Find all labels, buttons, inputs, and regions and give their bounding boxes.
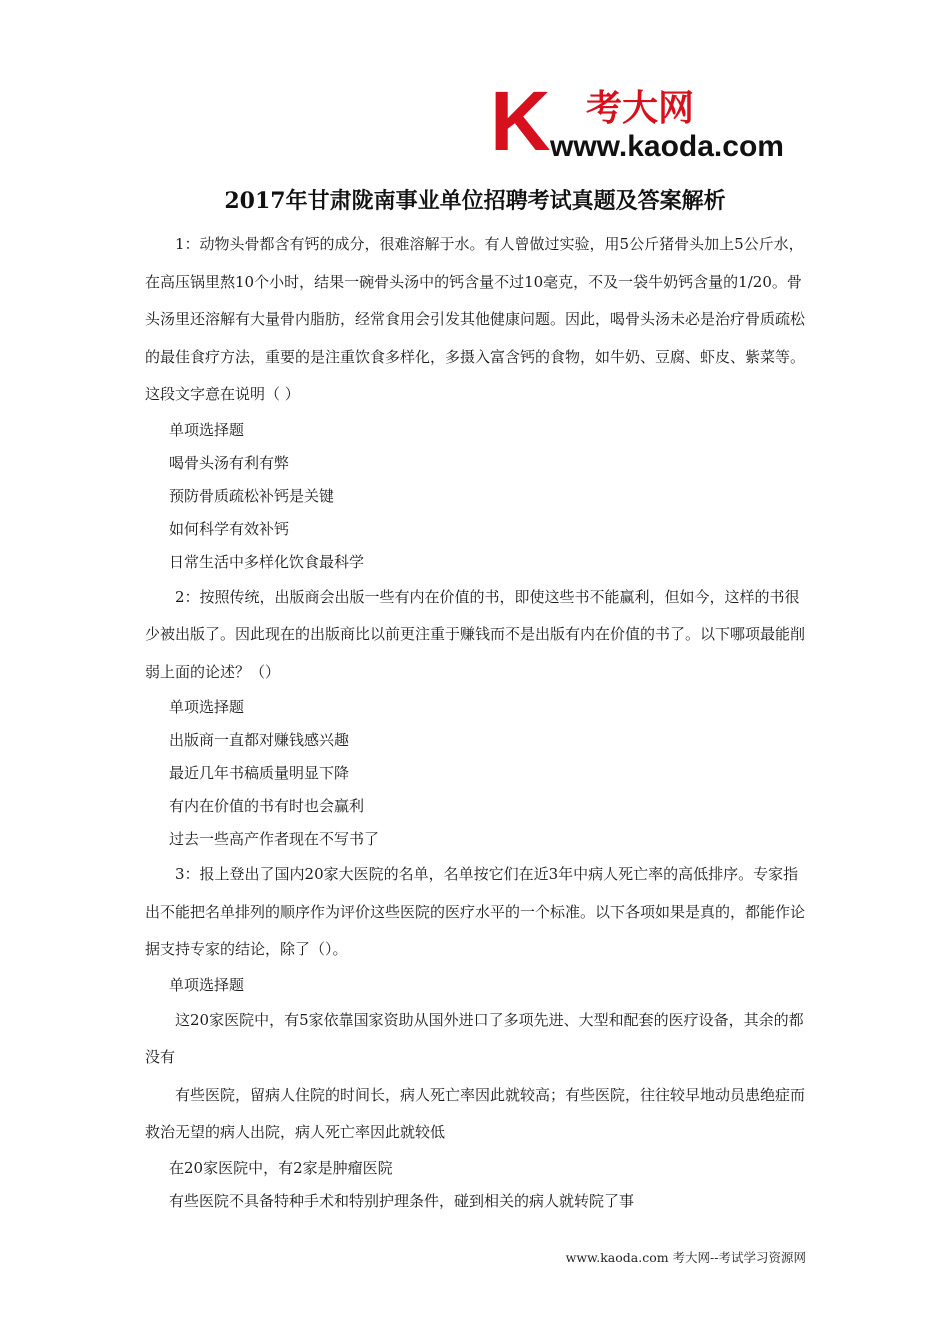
option-b: 预防骨质疏松补钙是关键	[169, 486, 335, 505]
question-2	[145, 579, 810, 857]
question-list	[145, 226, 828, 1218]
option-c: 在20家医院中，有2家是肿瘤医院	[169, 1158, 393, 1177]
logo-url: www.kaoda.com	[550, 130, 784, 160]
question-stem: 2：按照传统，出版商会出版一些有内在价值的书，即使这些书不能赢利，但如今，这样的书很少被出版了。因此现在的出版商比以前更注重于赚钱而不是出版有内在价值的书了。以下哪项最能削弱上面的论述？（）	[145, 587, 806, 681]
option-d: 日常生活中多样化饮食最科学	[169, 552, 365, 571]
option-a: 出版商一直都对赚钱感兴趣	[169, 731, 350, 749]
option-c: 如何科学有效补钙	[169, 519, 290, 538]
option-b: 最近几年书稿质量明显下降	[169, 764, 350, 782]
option-a: 喝骨头汤有利有弊	[169, 453, 290, 472]
question-type: 单项选择题	[169, 975, 245, 994]
question-stem: 1：动物头骨都含有钙的成分，很难溶解于水。有人曾做过实验，用5公斤猪骨头加上5公斤水，在高压锅里熬10个小时，结果一碗骨头汤中的钙含量不过10毫克，不及一袋牛奶钙含量的1/20。骨头汤里还溶解有大量骨内脂肪，经常食用会引发其他健康问题。因此，喝骨头汤未必是治疗骨质疏松的最佳食疗方法，重要的是注重饮食多样化，多摄入富含钙的食物，如牛奶、豆腐、虾皮、紫菜等。 这段文字意在说明（ ）	[145, 235, 828, 403]
page-title: 2017年甘肃陇南事业单位招聘考试真题及答案解析	[224, 188, 726, 214]
question-3	[145, 856, 810, 1218]
kaoda-logo	[490, 80, 810, 160]
option-a: 这20家医院中，有5家依靠国家资助从国外进口了多项先进、大型和配套的医疗设备，其余的都没有	[145, 1010, 804, 1066]
option-d: 过去一些高产作者现在不写书了	[169, 830, 380, 848]
question-type: 单项选择题	[169, 698, 245, 716]
question-1	[145, 226, 828, 579]
page-footer: www.kaoda.com 考大网--考试学习资源网	[565, 1250, 806, 1265]
question-type: 单项选择题	[169, 420, 245, 439]
option-c: 有内在价值的书有时也会赢利	[169, 797, 365, 815]
question-stem: 3：报上登出了国内20家大医院的名单，名单按它们在近3年中病人死亡率的高低排序。专家指出不能把名单排列的顺序作为评价这些医院的医疗水平的一个标准。以下各项如果是真的，都能作论据支持专家的结论，除了（）。	[145, 865, 806, 958]
option-d: 有些医院不具备特种手术和特别护理条件，碰到相关的病人就转院了事	[169, 1191, 635, 1210]
option-b: 有些医院，留病人住院的时间长，病人死亡率因此就较高；有些医院，往往较早地动员患绝症而救治无望的病人出院，病人死亡率因此就较低	[145, 1085, 806, 1141]
logo-name: 考大网	[586, 88, 695, 129]
logo-k-letter: K	[490, 80, 551, 160]
kaoda-logo-icon	[490, 80, 810, 160]
